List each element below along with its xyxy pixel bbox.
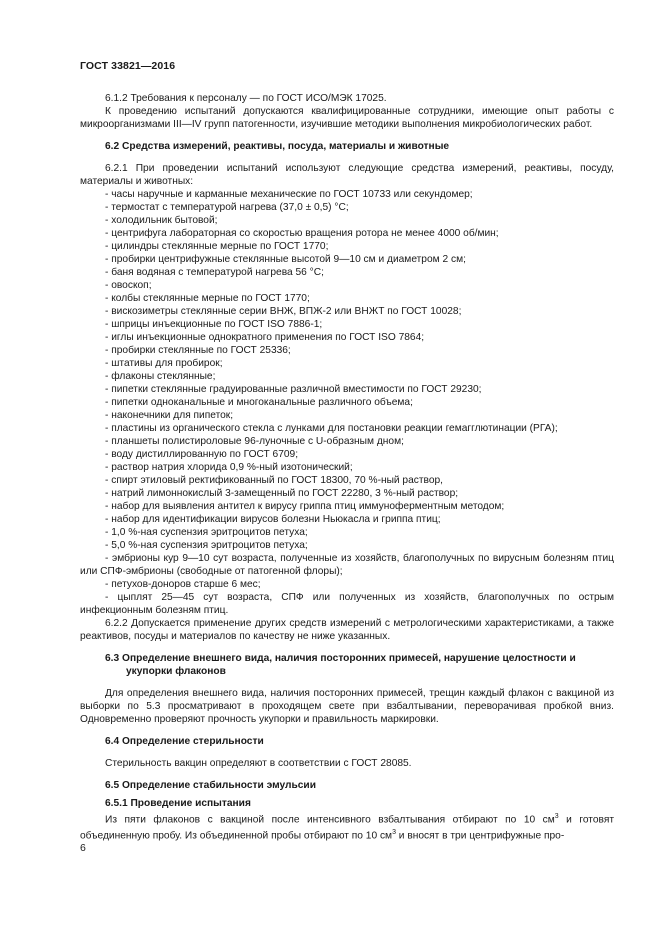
list-item: - штативы для пробирок;	[105, 358, 223, 369]
section-6-3-number: 6.3	[105, 653, 120, 664]
section-6-1-2-title: 6.1.2 Требования к персоналу — по ГОСТ ИСО/МЭК 17025.	[105, 93, 387, 104]
list-item: - пипетки одноканальные и многоканальные различного объема;	[105, 397, 413, 408]
list-item: - пробирки стеклянные по ГОСТ 25336;	[105, 345, 291, 356]
list-item: - баня водяная с температурой нагрева 56 °С;	[105, 267, 324, 278]
list-item: - пипетки стеклянные градуированные различной вместимости по ГОСТ 29230;	[105, 384, 482, 395]
document-body	[80, 92, 614, 843]
list-item: - овоскоп;	[105, 280, 152, 291]
text-part-b: и готовят объединенную пробу. Из объединенной пробы отбирают по 10 см	[80, 814, 615, 842]
list-item: - вискозиметры стеклянные серии ВНЖ, ВПЖ-2 или ВНЖТ по ГОСТ 10028;	[105, 306, 462, 317]
superscript-3: 3	[392, 829, 396, 837]
section-6-2-2-text: 6.2.2 Допускается применение других средств измерений с метрологическими характеристиками, а также реактивов, посуды и материалов по качеству не ниже указанных.	[80, 618, 614, 642]
list-item: - воду дистиллированную по ГОСТ 6709;	[105, 449, 299, 460]
section-6-5-1-text	[80, 810, 614, 843]
list-item: - набор для идентификации вирусов болезни Ньюкасла и гриппа птиц;	[105, 514, 441, 525]
list-item: - пробирки центрифужные стеклянные высотой 9—10 см и диаметром 2 см;	[105, 254, 466, 265]
section-6-4-heading: 6.4 Определение стерильности	[105, 736, 264, 747]
list-item: - спирт этиловый ректификованный по ГОСТ 18300, 70 %-ный раствор,	[105, 475, 443, 486]
list-item: - пластины из органического стекла с лунками для постановки реакции гемагглютинации (РГА);	[105, 423, 558, 434]
list-item: - натрий лимоннокислый 3-замещенный по ГОСТ 22280, 3 %-ный раствор;	[105, 488, 459, 499]
equipment-list	[80, 188, 614, 552]
document-header: ГОСТ 33821—2016	[80, 60, 176, 72]
text-part-c: и вносят в три центрифужные про-	[395, 830, 565, 842]
list-item-chicks: - цыплят 25—45 сут возраста, СПФ или полученных из хозяйств, благополучных по острым инфекционным болезням птиц.	[80, 592, 614, 616]
section-6-4-text: Стерильность вакцин определяют в соответствии с ГОСТ 28085.	[105, 758, 412, 769]
page-number: 6	[80, 842, 86, 854]
list-item: - 1,0 %-ная суспензия эритроцитов петуха;	[105, 527, 308, 538]
section-6-3-title: Определение внешнего вида, наличия посторонних примесей, нарушение целостности и укупорки флаконов	[122, 653, 576, 677]
list-item: - колбы стеклянные мерные по ГОСТ 1770;	[105, 293, 310, 304]
list-item-roosters: - петухов-доноров старше 6 мес;	[105, 579, 261, 590]
list-item: - центрифуга лабораторная со скоростью вращения ротора не менее 4000 об/мин;	[105, 228, 499, 239]
list-item: - шприцы инъекционные по ГОСТ ISO 7886-1;	[105, 319, 323, 330]
list-item: - наконечники для пипеток;	[105, 410, 234, 421]
section-6-1-2-text: К проведению испытаний допускаются квалифицированные сотрудники, имеющие опыт работы с микроорганизмами III—IV групп патогенности, изучившие методики выполнения микробиологических работ.	[80, 106, 614, 130]
section-6-5-1-heading: 6.5.1 Проведение испытания	[105, 798, 251, 809]
list-item-embryos: - эмбрионы кур 9—10 сут возраста, полученные из хозяйств, благополучных по вирусным болезням птиц или СПФ-эмбрионы (свободные от патогенной флоры);	[80, 553, 614, 577]
list-item: - раствор натрия хлорида 0,9 %-ный изотонический;	[105, 462, 353, 473]
section-6-3-heading	[80, 652, 614, 678]
list-item: - иглы инъекционные однократного применения по ГОСТ ISO 7864;	[105, 332, 425, 343]
list-item: - термостат с температурой нагрева (37,0 ± 0,5) °С;	[105, 202, 349, 213]
list-item: - часы наручные и карманные механические по ГОСТ 10733 или секундомер;	[105, 189, 473, 200]
section-6-5-heading: 6.5 Определение стабильности эмульсии	[105, 780, 316, 791]
section-6-3-text: Для определения внешнего вида, наличия посторонних примесей, трещин каждый флакон с вакциной из выборки по 5.3 просматривают в проходящем свете при взбалтывании, переворачивая пробкой вниз. Одновременно проверяют прочность укупорки и правильность маркировки.	[80, 688, 614, 725]
superscript-3: 3	[554, 813, 559, 820]
list-item: - 5,0 %-ная суспензия эритроцитов петуха;	[105, 540, 308, 551]
list-item: - планшеты полистироловые 96-луночные с U-образным дном;	[105, 436, 404, 447]
list-item: - холодильник бытовой;	[105, 215, 218, 226]
section-6-2-heading: 6.2 Средства измерений, реактивы, посуда, материалы и животные	[105, 141, 450, 152]
text-part-a: Из пяти флаконов с вакциной после интенсивного взбалтывания отбирают по 10 см	[105, 814, 555, 826]
list-item: - цилиндры стеклянные мерные по ГОСТ 1770;	[105, 241, 329, 252]
list-item: - флаконы стеклянные;	[105, 371, 216, 382]
section-6-2-1-intro: 6.2.1 При проведении испытаний используют следующие средства измерений, реактивы, посуду, материалы и животных:	[80, 163, 614, 187]
list-item: - набор для выявления антител к вирусу гриппа птиц иммуноферментным методом;	[105, 501, 505, 512]
